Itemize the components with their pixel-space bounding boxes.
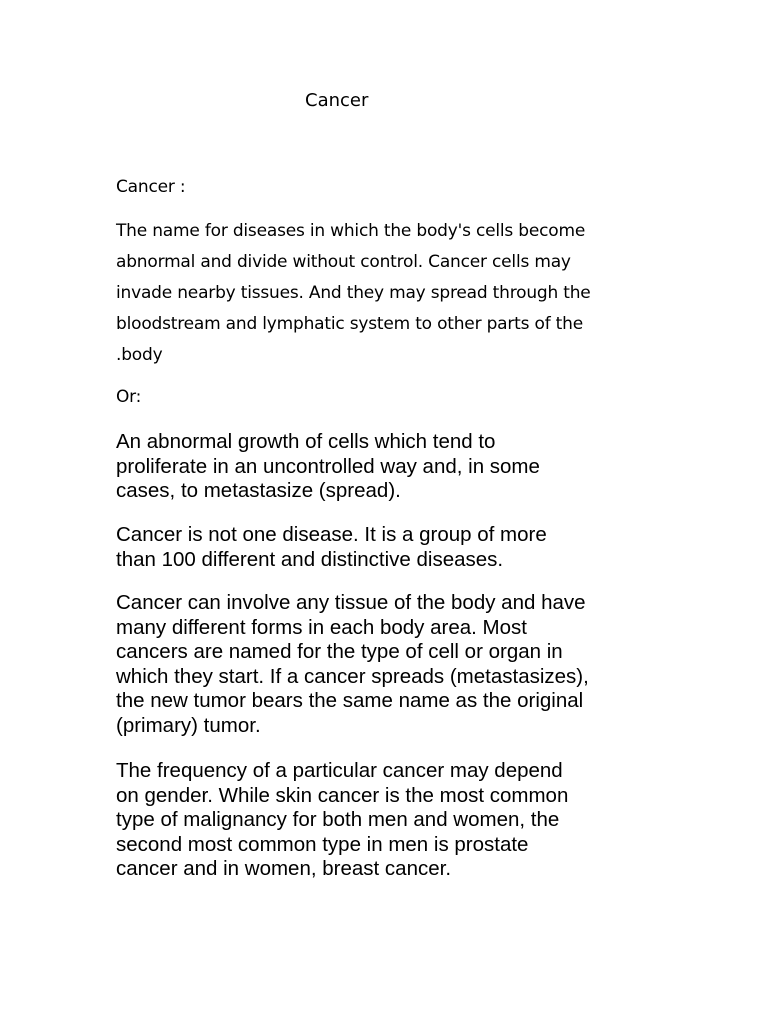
body-paragraph-4: The frequency of a particular cancer may depend on gender. While skin cancer is the most common type of malignancy for both men and women, the second most common type in men is prostate cancer and in women, breast cancer. [116,759,569,880]
body-paragraph-1: An abnormal growth of cells which tend to proliferate in an uncontrolled way and, in some cases, to metastasize (spread). [116,430,540,502]
document-title: Cancer [305,90,369,111]
body-paragraph-3: Cancer can involve any tissue of the body and have many different forms in each body area. Most cancers are named for the type of cell or organ in which they start. If a cancer spreads (metastasizes), the new tumor bears the same name as the original (primary) tumor. [116,591,589,737]
definition-paragraph: The name for diseases in which the body's cells become abnormal and divide without control. Cancer cells may invade nearby tissues. And they may spread through the bloodstream and lymphatic system to other parts of the .body [116,221,591,365]
or-label: Or: [116,387,142,407]
body-paragraph-2: Cancer is not one disease. It is a group of more than 100 different and distinctive diseases. [116,523,547,571]
section-heading: Cancer : [116,177,186,197]
